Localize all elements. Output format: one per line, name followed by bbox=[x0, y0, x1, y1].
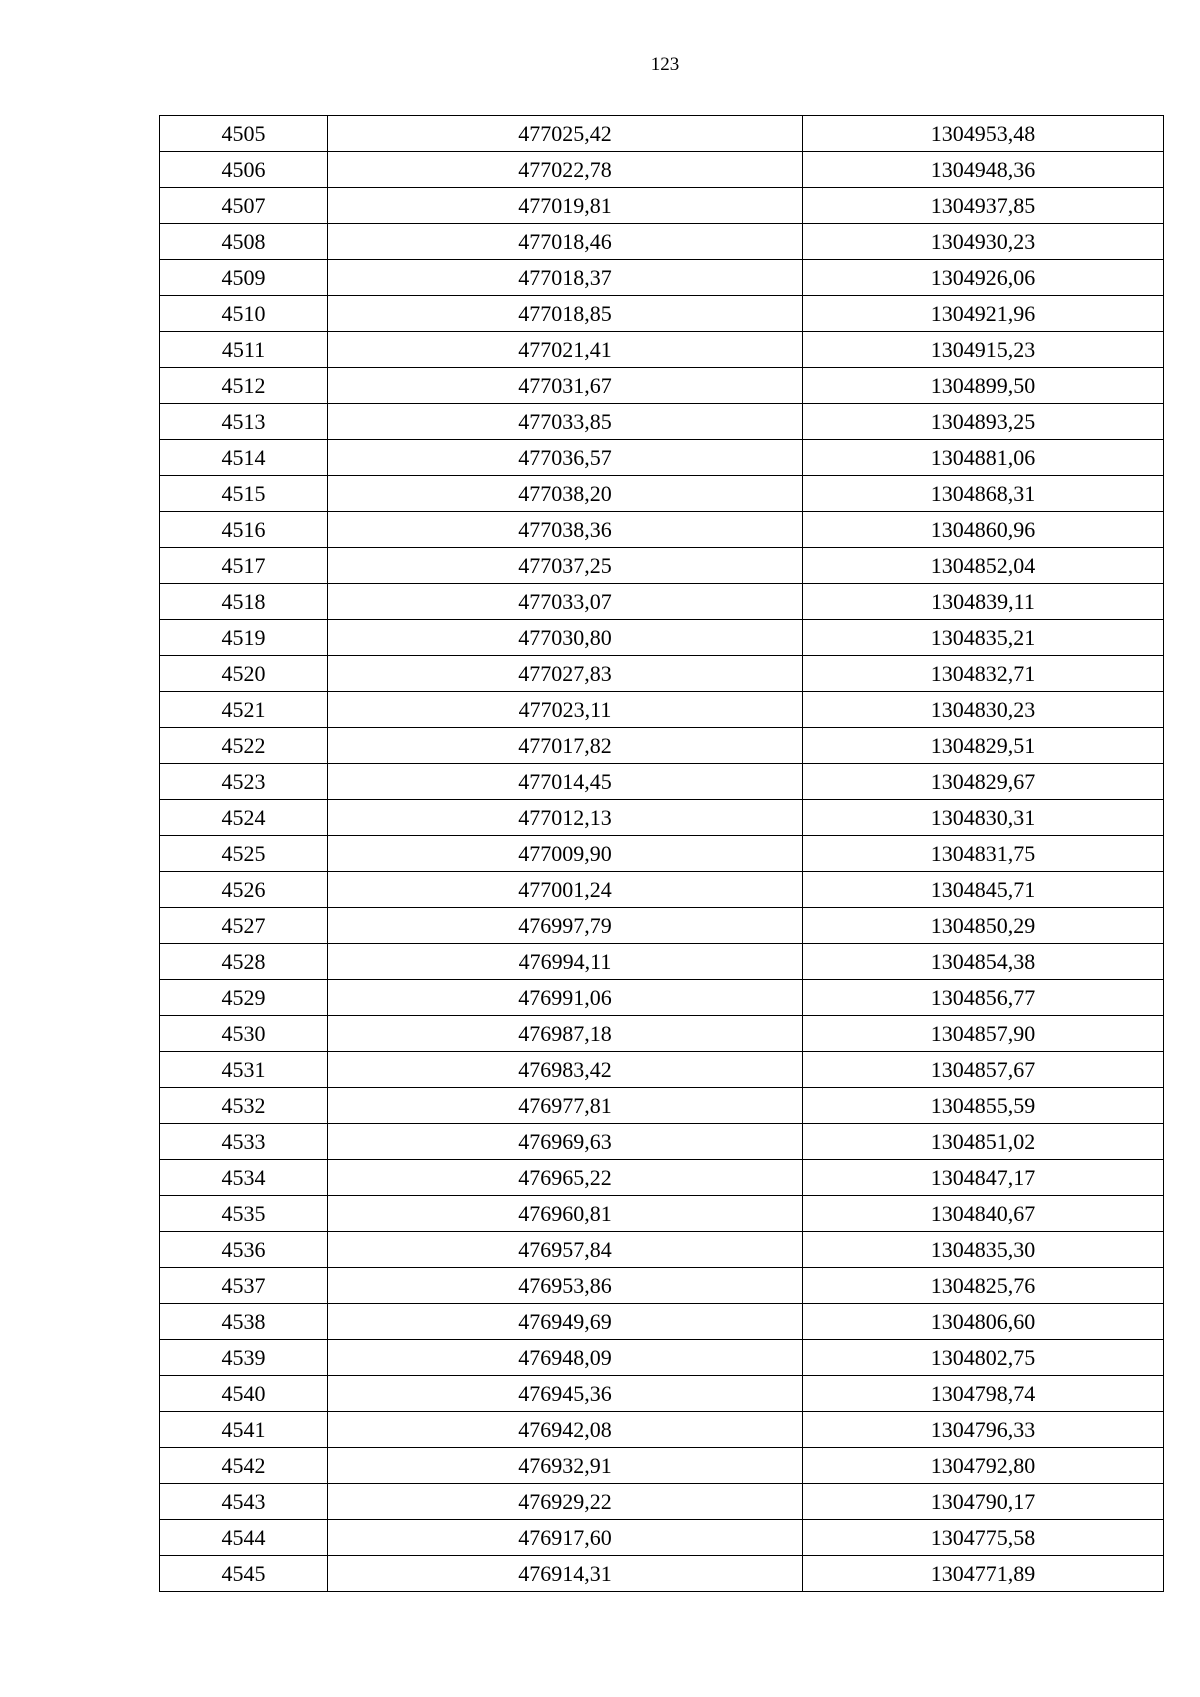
x-coordinate-cell: 476969,63 bbox=[328, 1124, 803, 1160]
table-row bbox=[160, 1232, 1164, 1268]
point-number-cell: 4524 bbox=[160, 800, 328, 836]
point-number-cell: 4531 bbox=[160, 1052, 328, 1088]
point-number-cell: 4514 bbox=[160, 440, 328, 476]
y-coordinate-cell: 1304847,17 bbox=[803, 1160, 1164, 1196]
table-row bbox=[160, 1268, 1164, 1304]
x-coordinate-cell: 477036,57 bbox=[328, 440, 803, 476]
x-coordinate-cell: 476965,22 bbox=[328, 1160, 803, 1196]
y-coordinate-cell: 1304953,48 bbox=[803, 116, 1164, 152]
table-row bbox=[160, 224, 1164, 260]
y-coordinate-cell: 1304926,06 bbox=[803, 260, 1164, 296]
y-coordinate-cell: 1304860,96 bbox=[803, 512, 1164, 548]
x-coordinate-cell: 476987,18 bbox=[328, 1016, 803, 1052]
point-number-cell: 4522 bbox=[160, 728, 328, 764]
x-coordinate-cell: 477030,80 bbox=[328, 620, 803, 656]
table-row bbox=[160, 836, 1164, 872]
point-number-cell: 4505 bbox=[160, 116, 328, 152]
table-row bbox=[160, 1088, 1164, 1124]
point-number-cell: 4523 bbox=[160, 764, 328, 800]
table-row bbox=[160, 908, 1164, 944]
point-number-cell: 4527 bbox=[160, 908, 328, 944]
point-number-cell: 4517 bbox=[160, 548, 328, 584]
table-row bbox=[160, 368, 1164, 404]
x-coordinate-cell: 476929,22 bbox=[328, 1484, 803, 1520]
x-coordinate-cell: 476949,69 bbox=[328, 1304, 803, 1340]
point-number-cell: 4507 bbox=[160, 188, 328, 224]
y-coordinate-cell: 1304806,60 bbox=[803, 1304, 1164, 1340]
x-coordinate-cell: 476942,08 bbox=[328, 1412, 803, 1448]
x-coordinate-cell: 477038,36 bbox=[328, 512, 803, 548]
table-row bbox=[160, 1016, 1164, 1052]
y-coordinate-cell: 1304831,75 bbox=[803, 836, 1164, 872]
point-number-cell: 4539 bbox=[160, 1340, 328, 1376]
x-coordinate-cell: 477023,11 bbox=[328, 692, 803, 728]
x-coordinate-cell: 476997,79 bbox=[328, 908, 803, 944]
x-coordinate-cell: 477012,13 bbox=[328, 800, 803, 836]
x-coordinate-cell: 477018,37 bbox=[328, 260, 803, 296]
point-number-cell: 4544 bbox=[160, 1520, 328, 1556]
point-number-cell: 4542 bbox=[160, 1448, 328, 1484]
y-coordinate-cell: 1304868,31 bbox=[803, 476, 1164, 512]
point-number-cell: 4528 bbox=[160, 944, 328, 980]
y-coordinate-cell: 1304856,77 bbox=[803, 980, 1164, 1016]
y-coordinate-cell: 1304832,71 bbox=[803, 656, 1164, 692]
y-coordinate-cell: 1304775,58 bbox=[803, 1520, 1164, 1556]
y-coordinate-cell: 1304857,90 bbox=[803, 1016, 1164, 1052]
point-number-cell: 4540 bbox=[160, 1376, 328, 1412]
x-coordinate-cell: 476994,11 bbox=[328, 944, 803, 980]
point-number-cell: 4511 bbox=[160, 332, 328, 368]
x-coordinate-cell: 477022,78 bbox=[328, 152, 803, 188]
point-number-cell: 4537 bbox=[160, 1268, 328, 1304]
point-number-cell: 4513 bbox=[160, 404, 328, 440]
table-row bbox=[160, 116, 1164, 152]
point-number-cell: 4534 bbox=[160, 1160, 328, 1196]
point-number-cell: 4541 bbox=[160, 1412, 328, 1448]
point-number-cell: 4512 bbox=[160, 368, 328, 404]
point-number-cell: 4545 bbox=[160, 1556, 328, 1592]
y-coordinate-cell: 1304855,59 bbox=[803, 1088, 1164, 1124]
y-coordinate-cell: 1304845,71 bbox=[803, 872, 1164, 908]
y-coordinate-cell: 1304802,75 bbox=[803, 1340, 1164, 1376]
x-coordinate-cell: 477017,82 bbox=[328, 728, 803, 764]
point-number-cell: 4532 bbox=[160, 1088, 328, 1124]
point-number-cell: 4529 bbox=[160, 980, 328, 1016]
x-coordinate-cell: 477031,67 bbox=[328, 368, 803, 404]
y-coordinate-cell: 1304835,30 bbox=[803, 1232, 1164, 1268]
x-coordinate-cell: 477033,85 bbox=[328, 404, 803, 440]
y-coordinate-cell: 1304830,31 bbox=[803, 800, 1164, 836]
y-coordinate-cell: 1304851,02 bbox=[803, 1124, 1164, 1160]
table-row bbox=[160, 944, 1164, 980]
point-number-cell: 4506 bbox=[160, 152, 328, 188]
table-row bbox=[160, 404, 1164, 440]
y-coordinate-cell: 1304930,23 bbox=[803, 224, 1164, 260]
x-coordinate-cell: 477019,81 bbox=[328, 188, 803, 224]
table-row bbox=[160, 1412, 1164, 1448]
table-row bbox=[160, 1556, 1164, 1592]
x-coordinate-cell: 477018,46 bbox=[328, 224, 803, 260]
point-number-cell: 4519 bbox=[160, 620, 328, 656]
point-number-cell: 4510 bbox=[160, 296, 328, 332]
coordinates-table bbox=[159, 115, 1164, 1592]
x-coordinate-cell: 476991,06 bbox=[328, 980, 803, 1016]
table-row bbox=[160, 1052, 1164, 1088]
table-row bbox=[160, 440, 1164, 476]
x-coordinate-cell: 477027,83 bbox=[328, 656, 803, 692]
x-coordinate-cell: 477033,07 bbox=[328, 584, 803, 620]
table-row bbox=[160, 656, 1164, 692]
point-number-cell: 4509 bbox=[160, 260, 328, 296]
x-coordinate-cell: 477018,85 bbox=[328, 296, 803, 332]
y-coordinate-cell: 1304840,67 bbox=[803, 1196, 1164, 1232]
x-coordinate-cell: 476914,31 bbox=[328, 1556, 803, 1592]
table-row bbox=[160, 1124, 1164, 1160]
table-row bbox=[160, 1448, 1164, 1484]
table-row bbox=[160, 260, 1164, 296]
y-coordinate-cell: 1304830,23 bbox=[803, 692, 1164, 728]
point-number-cell: 4533 bbox=[160, 1124, 328, 1160]
y-coordinate-cell: 1304825,76 bbox=[803, 1268, 1164, 1304]
y-coordinate-cell: 1304915,23 bbox=[803, 332, 1164, 368]
table-row bbox=[160, 1160, 1164, 1196]
point-number-cell: 4520 bbox=[160, 656, 328, 692]
table-row bbox=[160, 1520, 1164, 1556]
y-coordinate-cell: 1304881,06 bbox=[803, 440, 1164, 476]
table-row bbox=[160, 1340, 1164, 1376]
table-row bbox=[160, 800, 1164, 836]
point-number-cell: 4525 bbox=[160, 836, 328, 872]
x-coordinate-cell: 476953,86 bbox=[328, 1268, 803, 1304]
y-coordinate-cell: 1304790,17 bbox=[803, 1484, 1164, 1520]
y-coordinate-cell: 1304792,80 bbox=[803, 1448, 1164, 1484]
y-coordinate-cell: 1304798,74 bbox=[803, 1376, 1164, 1412]
point-number-cell: 4516 bbox=[160, 512, 328, 548]
x-coordinate-cell: 477021,41 bbox=[328, 332, 803, 368]
table-row bbox=[160, 584, 1164, 620]
x-coordinate-cell: 477001,24 bbox=[328, 872, 803, 908]
x-coordinate-cell: 476957,84 bbox=[328, 1232, 803, 1268]
point-number-cell: 4538 bbox=[160, 1304, 328, 1340]
table-row bbox=[160, 620, 1164, 656]
x-coordinate-cell: 476917,60 bbox=[328, 1520, 803, 1556]
y-coordinate-cell: 1304850,29 bbox=[803, 908, 1164, 944]
y-coordinate-cell: 1304899,50 bbox=[803, 368, 1164, 404]
y-coordinate-cell: 1304839,11 bbox=[803, 584, 1164, 620]
y-coordinate-cell: 1304829,51 bbox=[803, 728, 1164, 764]
y-coordinate-cell: 1304857,67 bbox=[803, 1052, 1164, 1088]
x-coordinate-cell: 476948,09 bbox=[328, 1340, 803, 1376]
table-row bbox=[160, 332, 1164, 368]
table-row bbox=[160, 980, 1164, 1016]
y-coordinate-cell: 1304948,36 bbox=[803, 152, 1164, 188]
point-number-cell: 4543 bbox=[160, 1484, 328, 1520]
y-coordinate-cell: 1304829,67 bbox=[803, 764, 1164, 800]
y-coordinate-cell: 1304852,04 bbox=[803, 548, 1164, 584]
table-row bbox=[160, 476, 1164, 512]
table-row bbox=[160, 1196, 1164, 1232]
point-number-cell: 4535 bbox=[160, 1196, 328, 1232]
x-coordinate-cell: 476983,42 bbox=[328, 1052, 803, 1088]
x-coordinate-cell: 476932,91 bbox=[328, 1448, 803, 1484]
table-row bbox=[160, 728, 1164, 764]
point-number-cell: 4518 bbox=[160, 584, 328, 620]
table-row bbox=[160, 764, 1164, 800]
y-coordinate-cell: 1304835,21 bbox=[803, 620, 1164, 656]
x-coordinate-cell: 477009,90 bbox=[328, 836, 803, 872]
x-coordinate-cell: 477014,45 bbox=[328, 764, 803, 800]
table-row bbox=[160, 1376, 1164, 1412]
table-row bbox=[160, 296, 1164, 332]
x-coordinate-cell: 477025,42 bbox=[328, 116, 803, 152]
y-coordinate-cell: 1304921,96 bbox=[803, 296, 1164, 332]
page-number: 123 bbox=[650, 54, 680, 75]
table-row bbox=[160, 152, 1164, 188]
point-number-cell: 4526 bbox=[160, 872, 328, 908]
table-row bbox=[160, 1484, 1164, 1520]
point-number-cell: 4521 bbox=[160, 692, 328, 728]
y-coordinate-cell: 1304854,38 bbox=[803, 944, 1164, 980]
x-coordinate-cell: 477037,25 bbox=[328, 548, 803, 584]
y-coordinate-cell: 1304937,85 bbox=[803, 188, 1164, 224]
x-coordinate-cell: 477038,20 bbox=[328, 476, 803, 512]
x-coordinate-cell: 476977,81 bbox=[328, 1088, 803, 1124]
table-row bbox=[160, 548, 1164, 584]
table-row bbox=[160, 692, 1164, 728]
point-number-cell: 4530 bbox=[160, 1016, 328, 1052]
coordinates-table-body bbox=[160, 116, 1164, 1592]
y-coordinate-cell: 1304893,25 bbox=[803, 404, 1164, 440]
x-coordinate-cell: 476960,81 bbox=[328, 1196, 803, 1232]
y-coordinate-cell: 1304796,33 bbox=[803, 1412, 1164, 1448]
table-row bbox=[160, 188, 1164, 224]
point-number-cell: 4536 bbox=[160, 1232, 328, 1268]
x-coordinate-cell: 476945,36 bbox=[328, 1376, 803, 1412]
y-coordinate-cell: 1304771,89 bbox=[803, 1556, 1164, 1592]
point-number-cell: 4508 bbox=[160, 224, 328, 260]
point-number-cell: 4515 bbox=[160, 476, 328, 512]
table-row bbox=[160, 512, 1164, 548]
table-row bbox=[160, 1304, 1164, 1340]
table-row bbox=[160, 872, 1164, 908]
